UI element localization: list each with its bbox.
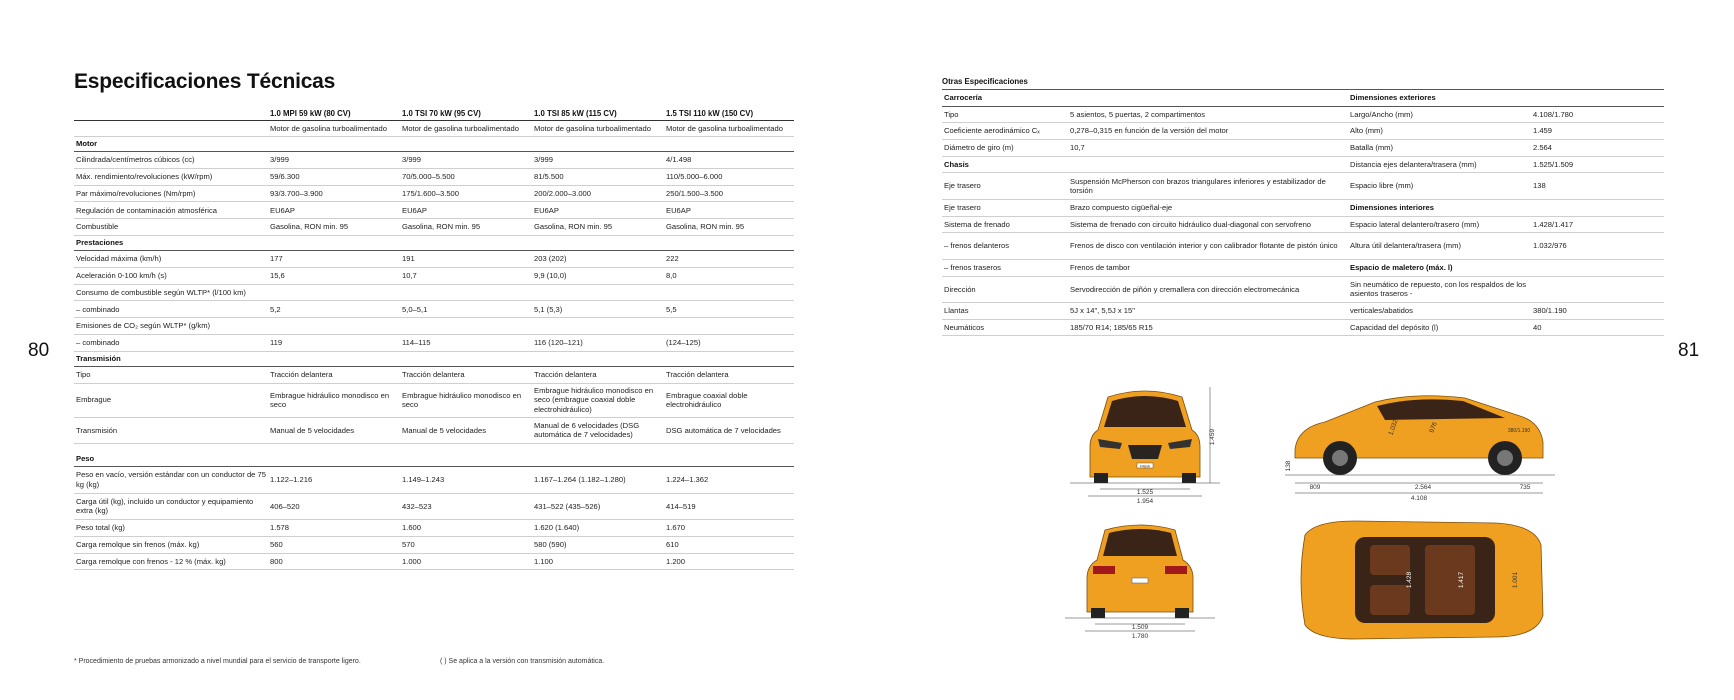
cell: 5,5 — [666, 304, 677, 314]
table-row — [74, 494, 794, 521]
cell: 5 asientos, 5 puertas, 2 compartimentos — [1070, 109, 1206, 119]
engine-type-row — [74, 121, 794, 137]
cell: 5,1 (5,3) — [534, 304, 563, 314]
cell: 1.428/1.417 — [1533, 219, 1574, 229]
cell: Tracción delantera — [402, 369, 465, 379]
engine-header-row — [74, 107, 794, 121]
row-label: – frenos delanteros — [944, 241, 1010, 251]
table-row — [942, 107, 1664, 124]
cell: 3/999 — [270, 155, 290, 165]
cell: 3/999 — [534, 155, 554, 165]
dim-rear-overhang: 735 — [1519, 484, 1531, 491]
row-label: Coeficiente aerodinámico Cₓ — [944, 126, 1040, 136]
engine-name: 1.0 TSI 70 kW (95 CV) — [402, 108, 481, 118]
table-row — [74, 285, 794, 302]
cell: 1.122–1.216 — [270, 475, 313, 485]
cell: 5J x 14", 5,5J x 15" — [1070, 306, 1135, 316]
cell: 560 — [270, 540, 283, 549]
section-label: Espacio de maletero (máx. l) — [1350, 262, 1453, 272]
cell: EU6AP — [666, 205, 691, 215]
row-label: Transmisión — [76, 425, 118, 435]
row-label: Peso total (kg) — [76, 523, 125, 533]
cell: 116 (120–121) — [534, 338, 583, 348]
table-row — [942, 260, 1664, 277]
table-row — [74, 268, 794, 285]
table-row — [74, 384, 794, 418]
table-row — [74, 152, 794, 169]
cell: Gasolina, RON min. 95 — [666, 222, 745, 232]
table-row — [74, 186, 794, 203]
row-label: – combinado — [76, 338, 120, 348]
other-specs-table — [942, 89, 1664, 336]
cell: 93/3.700–3.900 — [270, 188, 323, 198]
row-label: verticales/abatidos — [1350, 306, 1413, 316]
dim-rear-track: 1.509 — [1131, 624, 1149, 631]
table-row — [74, 251, 794, 268]
section-label: Motor — [76, 139, 98, 149]
cell: 380/1.190 — [1533, 306, 1567, 316]
cell: 191 — [402, 254, 415, 264]
table-row — [74, 169, 794, 186]
row-label: Embrague — [76, 395, 112, 405]
row-label: Tipo — [76, 369, 91, 379]
row-label: Capacidad del depósito (l) — [1350, 322, 1439, 332]
dim-front-width: 1.954 — [1136, 498, 1154, 505]
page-title: Especificaciones Técnicas — [74, 70, 336, 93]
table-row — [942, 157, 1664, 174]
cell: Suspensión McPherson con brazos triangulares inferiores y estabilizador de torsión — [1070, 176, 1326, 196]
cell: Brazo compuesto cigüeñal-eje — [1070, 203, 1173, 213]
cell: 570 — [402, 540, 415, 549]
table-row — [942, 90, 1664, 107]
engine-type: Motor de gasolina turboalimentado — [666, 123, 783, 133]
section-label: Prestaciones — [76, 238, 124, 248]
cell: Frenos de disco con ventilación interior y con calibrador flotante de pistón único — [1070, 241, 1338, 251]
table-row — [74, 537, 794, 554]
row-label: Largo/Ancho (mm) — [1350, 109, 1413, 119]
engine-type: Motor de gasolina turboalimentado — [270, 123, 387, 133]
row-label: Consumo de combustible según WLTP* (l/100 km) — [76, 287, 246, 297]
row-label: Altura útil delantera/trasera (mm) — [1350, 241, 1461, 251]
section-label: Dimensiones exteriores — [1350, 93, 1436, 103]
cell: Frenos de tambor — [1070, 262, 1130, 272]
row-label: Peso en vacío, versión estándar con un conductor de 75 kg (kg) — [76, 470, 266, 489]
section-label: Carrocería — [944, 93, 982, 103]
cell: 114–115 — [402, 338, 431, 348]
row-label: Espacio lateral delantero/trasero (mm) — [1350, 219, 1480, 229]
cell: 1.620 (1.640) — [534, 523, 580, 533]
cell: 1.100 — [534, 556, 554, 566]
cell: 5,0–5,1 — [402, 304, 428, 314]
cell: Tracción delantera — [270, 369, 333, 379]
cell: 138 — [1533, 181, 1546, 191]
row-label: Eje trasero — [944, 203, 981, 213]
cell: DSG automática de 7 velocidades — [666, 425, 781, 435]
dim-boot: 380/1.190 — [1507, 428, 1531, 434]
car-top-view — [1285, 515, 1555, 645]
cell: 9,9 (10,0) — [534, 270, 567, 280]
cell: 1.525/1.509 — [1533, 159, 1574, 169]
cell: 406–520 — [270, 501, 300, 511]
cell: 10,7 — [402, 270, 417, 280]
table-row — [74, 202, 794, 219]
row-label: Emisiones de CO₂ según WLTP* (g/km) — [76, 321, 211, 331]
table-row — [942, 123, 1664, 140]
row-label: Carga remolque con frenos - 12 % (máx. kg) — [76, 556, 226, 566]
dim-clearance: 138 — [1285, 460, 1292, 472]
row-label: Velocidad máxima (km/h) — [76, 254, 162, 264]
dim-headroom-rear: 976 — [1428, 421, 1439, 434]
dim-int-width: 1.001 — [1512, 571, 1519, 589]
cell: Manual de 6 velocidades (DSG automática de 7 velocidades) — [534, 420, 640, 440]
cell: 1.000 — [402, 556, 422, 566]
table-row — [74, 301, 794, 318]
row-label: Eje trasero — [944, 181, 981, 191]
table-row — [942, 173, 1664, 200]
section-motor — [74, 137, 794, 152]
row-label: Llantas — [944, 306, 969, 316]
section-label: Chasis — [944, 159, 969, 169]
cell: 414–519 — [666, 501, 696, 511]
row-label: Sin neumático de repuesto, con los respaldos de los asientos traseros - — [1350, 279, 1527, 299]
section-label: Peso — [76, 454, 95, 464]
cell: 250/1.500–3.500 — [666, 188, 724, 198]
cell: Manual de 5 velocidades — [402, 425, 487, 435]
cell: Gasolina, RON min. 95 — [402, 222, 481, 232]
section-label: Dimensiones interiores — [1350, 203, 1434, 213]
cell: Embrague coaxial doble electrohidráulico — [666, 390, 748, 410]
cell: 1.032/976 — [1533, 241, 1567, 251]
cell: Embrague hidráulico monodisco en seco — [270, 390, 390, 410]
table-row — [942, 200, 1664, 217]
car-rear-view — [1065, 520, 1215, 640]
cell: 203 (202) — [534, 254, 567, 264]
table-row — [942, 140, 1664, 157]
cell: Gasolina, RON min. 95 — [270, 222, 349, 232]
row-label: Diámetro de giro (m) — [944, 143, 1014, 153]
cell: Tracción delantera — [534, 369, 597, 379]
table-row — [942, 277, 1664, 304]
footnote-auto: ( ) Se aplica a la versión con transmisión automática. — [440, 658, 605, 665]
table-row — [942, 320, 1664, 337]
cell: 800 — [270, 556, 283, 566]
table-row — [74, 219, 794, 236]
section-prestaciones — [74, 236, 794, 251]
cell: Gasolina, RON min. 95 — [534, 222, 613, 232]
cell: 70/5.000–5.500 — [402, 171, 455, 181]
cell: (124–125) — [666, 338, 701, 348]
cell: 10,7 — [1070, 143, 1085, 153]
row-label: Batalla (mm) — [1350, 143, 1394, 153]
section-transmision — [74, 352, 794, 367]
row-label: Dirección — [944, 284, 976, 294]
cell: 175/1.600–3.500 — [402, 188, 460, 198]
cell: 432–523 — [402, 501, 432, 511]
row-label: Carga remolque sin frenos (máx. kg) — [76, 540, 200, 549]
row-label: Par máximo/revoluciones (Nm/rpm) — [76, 188, 196, 198]
cell: 3/999 — [402, 155, 422, 165]
row-label: – frenos traseros — [944, 262, 1001, 272]
spacer — [74, 444, 794, 452]
cell: 110/5.000–6.000 — [666, 171, 723, 181]
dim-headroom-front: 1.032 — [1387, 418, 1400, 437]
car-front-view — [1070, 385, 1220, 505]
engine-type: Motor de gasolina turboalimentado — [402, 123, 519, 133]
row-label: Cilindrada/centímetros cúbicos (cc) — [76, 155, 195, 165]
cell: Embrague hidráulico monodisco en seco — [402, 390, 522, 410]
row-label: Combustible — [76, 222, 119, 232]
cell: 222 — [666, 254, 679, 264]
section-label: Transmisión — [76, 354, 121, 364]
table-row — [74, 367, 794, 384]
cell: 40 — [1533, 322, 1542, 332]
row-label: Alto (mm) — [1350, 126, 1383, 136]
cell: 59/6.300 — [270, 171, 300, 181]
cell: 1.167–1.264 (1.182–1.280) — [534, 475, 626, 485]
table-row — [942, 233, 1664, 260]
cell: Manual de 5 velocidades — [270, 425, 355, 435]
cell: 1.224–1.362 — [666, 475, 709, 485]
engine-name: 1.0 TSI 85 kW (115 CV) — [534, 108, 617, 118]
table-row — [74, 467, 794, 494]
cell: 177 — [270, 254, 283, 264]
table-row — [942, 303, 1664, 320]
dim-int-rear: 1.417 — [1458, 571, 1465, 589]
cell: 1.459 — [1533, 126, 1553, 136]
cell: 5,2 — [270, 304, 281, 314]
cell: Sistema de frenado con circuito hidráulico dual-diagonal con servofreno — [1070, 219, 1312, 229]
row-label: Neumáticos — [944, 322, 985, 332]
cell: 200/2.000–3.000 — [534, 188, 592, 198]
dim-rear-width: 1.780 — [1131, 633, 1149, 640]
section-peso — [74, 452, 794, 467]
table-row — [74, 554, 794, 571]
cell: 1.149–1.243 — [402, 475, 445, 485]
dim-wheelbase: 2.564 — [1414, 484, 1432, 491]
cell: Embrague hidráulico monodisco en seco (embrague coaxial doble electrohidráulico) — [534, 385, 654, 414]
cell: 4.108/1.780 — [1533, 109, 1574, 119]
car-side-view — [1285, 380, 1555, 505]
cell: 0,278–0,315 en función de la versión del motor — [1070, 126, 1229, 136]
row-label: Carga útil (kg), incluido un conductor y equipamiento extra (kg) — [76, 496, 254, 516]
dim-length: 4.108 — [1410, 495, 1428, 502]
row-label: Regulación de contaminación atmosférica — [76, 205, 217, 215]
dim-front-track: 1.525 — [1136, 489, 1154, 496]
cell: 8,0 — [666, 270, 677, 280]
cell: EU6AP — [270, 205, 295, 215]
engine-name: 1.0 MPI 59 kW (80 CV) — [270, 108, 351, 118]
cell: Servodirección de piñón y cremallera con dirección electromecánica — [1070, 284, 1300, 294]
cell: 1.670 — [666, 523, 686, 533]
cell: 610 — [666, 540, 679, 549]
row-label: Espacio libre (mm) — [1350, 181, 1414, 191]
cell: 15,6 — [270, 270, 285, 280]
row-label: Sistema de frenado — [944, 219, 1010, 229]
cell: Tracción delantera — [666, 369, 729, 379]
other-specs-title: Otras Especificaciones — [942, 77, 1028, 86]
table-row — [74, 318, 794, 335]
table-row — [942, 217, 1664, 234]
cell: EU6AP — [534, 205, 559, 215]
car-drawings — [1050, 380, 1570, 660]
engine-type: Motor de gasolina turboalimentado — [534, 123, 651, 133]
spec-table — [74, 107, 794, 570]
dim-height: 1.459 — [1209, 428, 1216, 446]
cell: 1.200 — [666, 556, 686, 566]
plate-text: FABIA — [1140, 464, 1150, 469]
cell: 580 (590) — [534, 540, 567, 549]
engine-name: 1.5 TSI 110 kW (150 CV) — [666, 108, 754, 118]
cell: 431–522 (435–526) — [534, 501, 601, 511]
cell: 1.600 — [402, 523, 422, 533]
cell: 4/1.498 — [666, 155, 692, 165]
footnote-wltp: * Procedimiento de pruebas armonizado a nivel mundial para el servicio de transporte ligero. — [74, 658, 361, 665]
table-row — [74, 418, 794, 445]
cell: 119 — [270, 338, 283, 348]
cell: 185/70 R14; 185/65 R15 — [1070, 322, 1153, 332]
page-number-left: 80 — [28, 340, 50, 361]
row-label: Distancia ejes delantera/trasera (mm) — [1350, 159, 1477, 169]
page-number-right: 81 — [1678, 340, 1700, 361]
cell: 2.564 — [1533, 143, 1553, 153]
row-label: Tipo — [944, 109, 959, 119]
row-label: – combinado — [76, 304, 120, 314]
dim-front-overhang: 809 — [1309, 484, 1321, 491]
table-row — [74, 520, 794, 537]
row-label: Máx. rendimiento/revoluciones (kW/rpm) — [76, 171, 213, 181]
row-label: Aceleración 0-100 km/h (s) — [76, 270, 167, 280]
dim-int-front: 1.428 — [1406, 571, 1413, 589]
table-row — [74, 335, 794, 352]
cell: 1.578 — [270, 523, 290, 533]
cell: 81/5.500 — [534, 171, 564, 181]
cell: EU6AP — [402, 205, 427, 215]
